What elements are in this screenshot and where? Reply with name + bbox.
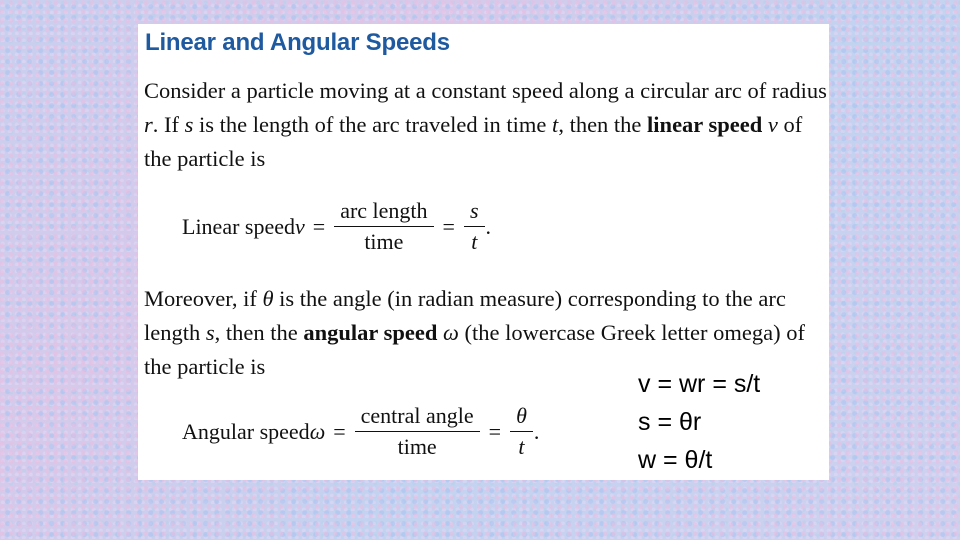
denominator: t bbox=[464, 226, 485, 256]
var-r: r bbox=[144, 112, 153, 137]
text: is the angle (in radian measure) corresponding to the arc length bbox=[144, 286, 786, 345]
period: . bbox=[533, 418, 540, 444]
var-s: s bbox=[184, 112, 194, 137]
fraction-theta-over-t bbox=[513, 402, 530, 461]
period: . bbox=[485, 213, 492, 239]
text: . If bbox=[152, 112, 185, 137]
text: (the lowercase Greek letter omega) of the particle is bbox=[144, 320, 805, 379]
denominator: time bbox=[355, 431, 480, 461]
formula-lead: Linear speed bbox=[182, 213, 295, 239]
numerator: s bbox=[469, 198, 479, 223]
fraction-s-over-t bbox=[467, 197, 482, 256]
formula-angular-speed bbox=[182, 402, 539, 461]
equals-sign: = bbox=[333, 418, 346, 444]
text: Moreover, if bbox=[144, 286, 263, 311]
text: Consider a particle moving at a constant speed along a circular arc of radius bbox=[144, 78, 827, 103]
term-angular-speed: angular speed bbox=[303, 320, 438, 345]
note-line: v = wr = s/t bbox=[638, 370, 761, 398]
text: , then the bbox=[558, 112, 648, 137]
term-linear-speed: linear speed bbox=[647, 112, 763, 137]
numerator: θ bbox=[516, 403, 527, 428]
fraction-arc-length-over-time bbox=[337, 197, 430, 256]
equals-sign: = bbox=[312, 213, 326, 239]
handwritten-notes bbox=[638, 365, 760, 479]
numerator: arc length bbox=[340, 198, 428, 223]
var-v: v bbox=[767, 112, 778, 137]
paragraph-linear-intro bbox=[144, 74, 828, 176]
text: is the length of the arc traveled in time bbox=[193, 112, 553, 137]
note-line: s = θr bbox=[638, 408, 702, 436]
formula-lead: Angular speed bbox=[182, 418, 310, 444]
equals-sign: = bbox=[488, 418, 502, 444]
denominator: t bbox=[510, 431, 533, 461]
numerator: central angle bbox=[360, 403, 474, 428]
formula-var: ω bbox=[309, 418, 326, 444]
var-t: t bbox=[552, 112, 559, 137]
equals-sign: = bbox=[442, 213, 455, 239]
var-s: s bbox=[205, 320, 215, 345]
var-omega: ω bbox=[443, 320, 459, 345]
text: of the particle is bbox=[144, 112, 803, 171]
section-heading: Linear and Angular Speeds bbox=[145, 29, 450, 56]
var-theta: θ bbox=[262, 286, 274, 311]
text: , then the bbox=[214, 320, 304, 345]
note-line: w = θ/t bbox=[638, 446, 713, 474]
formula-linear-speed bbox=[182, 197, 491, 256]
formula-var: v bbox=[295, 213, 305, 239]
denominator: time bbox=[334, 226, 433, 256]
fraction-central-angle-over-time bbox=[358, 402, 477, 461]
